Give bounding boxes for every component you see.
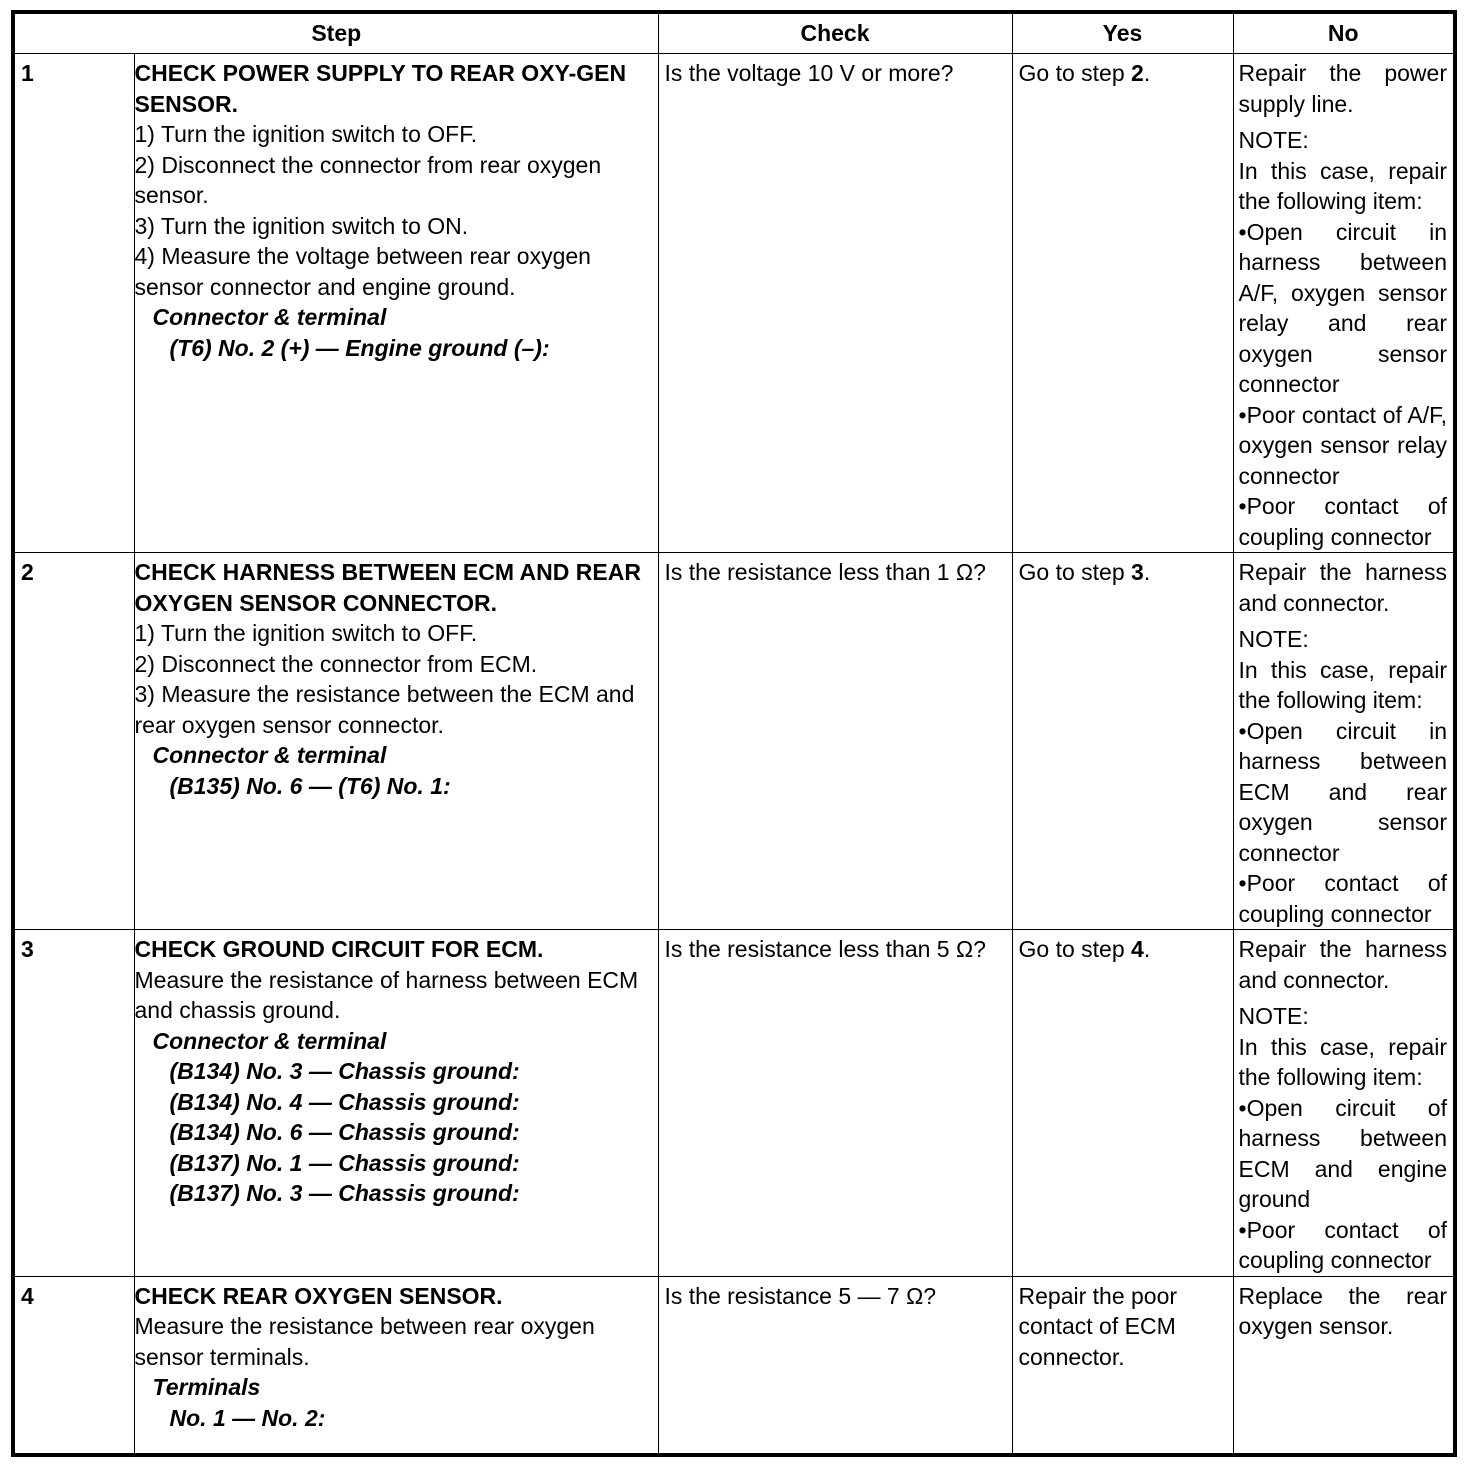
yes-action xyxy=(1012,930,1233,1277)
instruction-line: Measure the resistance between rear oxygen sensor terminals. xyxy=(134,1313,595,1370)
no-action xyxy=(1233,930,1455,1277)
note-intro: In this case, repair the following item: xyxy=(1238,157,1447,214)
diagnostic-table xyxy=(11,10,1457,1457)
connector-label: Connector & terminal xyxy=(152,742,387,768)
step-instructions xyxy=(134,930,658,1277)
no-main: Repair the harness and connector. xyxy=(1238,559,1447,616)
step-row-1 xyxy=(13,54,1455,553)
note-label: NOTE: xyxy=(1238,127,1309,153)
header-check: Check xyxy=(658,12,1012,54)
yes-action xyxy=(1012,1276,1233,1455)
check-question: Is the resistance less than 5 Ω? xyxy=(658,930,1012,1277)
terminal-spec: (B137) No. 3 — Chassis ground: xyxy=(169,1180,520,1206)
instruction-line: Measure the resistance of harness between ECM and chassis ground. xyxy=(134,966,639,1023)
step-instructions xyxy=(134,54,658,553)
yes-action xyxy=(1012,54,1233,553)
connector-label: Terminals xyxy=(152,1374,261,1400)
yes-text: Repair the poor contact of ECM connector. xyxy=(1018,1282,1178,1370)
instruction-line: 1) Turn the ignition switch to OFF. xyxy=(134,121,478,147)
step-title: CHECK GROUND CIRCUIT FOR ECM. xyxy=(134,936,544,962)
note-bullet: • Open circuit of harness between ECM and engine ground xyxy=(1239,1093,1448,1215)
connector-label: Connector & terminal xyxy=(152,1027,387,1054)
yes-text: Go to step xyxy=(1018,936,1132,962)
yes-suffix: . xyxy=(1143,559,1151,585)
note-bullet: • Poor contact of coupling connector xyxy=(1239,1215,1448,1276)
no-action xyxy=(1233,54,1455,553)
terminal-spec: (B134) No. 6 — Chassis ground: xyxy=(169,1119,520,1145)
check-question: Is the resistance less than 1 Ω? xyxy=(658,553,1012,930)
no-main: Repair the harness and connector. xyxy=(1238,936,1447,993)
note-intro: In this case, repair the following item: xyxy=(1238,656,1447,713)
instruction-line: 4) Measure the voltage between rear oxygen sensor connector and engine ground. xyxy=(134,243,591,300)
step-number: 1 xyxy=(13,54,134,553)
terminal-spec: (B135) No. 6 — (T6) No. 1: xyxy=(169,772,451,799)
check-question: Is the resistance 5 — 7 Ω? xyxy=(658,1276,1012,1455)
step-row-2 xyxy=(13,553,1455,930)
note-label: NOTE: xyxy=(1238,1003,1309,1029)
step-title: CHECK HARNESS BETWEEN ECM AND REAR OXYGEN SENSOR CONNECTOR. xyxy=(134,559,641,616)
header-step: Step xyxy=(13,12,658,54)
terminal-spec: (T6) No. 2 (+) — Engine ground (–): xyxy=(169,334,550,361)
header-no: No xyxy=(1233,12,1455,54)
yes-suffix: . xyxy=(1143,60,1151,86)
no-action xyxy=(1233,553,1455,930)
terminal-spec: No. 1 — No. 2: xyxy=(169,1404,326,1431)
yes-text: Go to step xyxy=(1018,559,1132,585)
no-action xyxy=(1233,1276,1455,1455)
yes-step-number: 2 xyxy=(1131,60,1144,86)
note-bullet: • Open circuit in harness between A/F, oxygen sensor relay and rear oxygen sensor connector xyxy=(1239,217,1448,400)
note-bullet: • Poor contact of coupling connector xyxy=(1239,868,1448,929)
instruction-line: 2) Disconnect the connector from rear oxygen sensor. xyxy=(134,151,602,208)
instruction-line: 3) Measure the resistance between the ECM and rear oxygen sensor connector. xyxy=(134,681,635,738)
note-intro: In this case, repair the following item: xyxy=(1238,1033,1447,1090)
step-instructions xyxy=(134,1276,658,1455)
header-yes: Yes xyxy=(1012,12,1233,54)
note-bullet: • Poor contact of coupling connector xyxy=(1239,491,1448,552)
step-row-3 xyxy=(13,930,1455,1277)
terminal-spec: (B134) No. 3 — Chassis ground: xyxy=(169,1058,520,1084)
step-number: 3 xyxy=(13,930,134,1277)
yes-action xyxy=(1012,553,1233,930)
instruction-line: 2) Disconnect the connector from ECM. xyxy=(134,650,538,677)
yes-step-number: 3 xyxy=(1131,559,1144,585)
header-row xyxy=(13,12,1455,54)
step-title: CHECK REAR OXYGEN SENSOR. xyxy=(134,1282,503,1309)
note-bullet: • Poor contact of A/F, oxygen sensor relay connector xyxy=(1239,400,1448,492)
step-number: 2 xyxy=(13,553,134,930)
terminal-spec: (B137) No. 1 — Chassis ground: xyxy=(169,1149,520,1176)
yes-text: Go to step xyxy=(1018,60,1132,86)
note-bullet: • Open circuit in harness between ECM and rear oxygen sensor connector xyxy=(1239,716,1448,869)
no-main: Repair the power supply line. xyxy=(1238,60,1447,117)
yes-suffix: . xyxy=(1143,936,1151,962)
step-number: 4 xyxy=(13,1276,134,1455)
step-instructions xyxy=(134,553,658,930)
step-title: CHECK POWER SUPPLY TO REAR OXY-GEN SENSOR. xyxy=(134,60,627,117)
note-label: NOTE: xyxy=(1238,626,1309,652)
instruction-line: 3) Turn the ignition switch to ON. xyxy=(134,212,469,239)
terminal-spec: (B134) No. 4 — Chassis ground: xyxy=(169,1088,520,1115)
step-row-4 xyxy=(13,1276,1455,1455)
instruction-line: 1) Turn the ignition switch to OFF. xyxy=(134,620,478,646)
check-question: Is the voltage 10 V or more? xyxy=(658,54,1012,553)
connector-label: Connector & terminal xyxy=(152,304,387,330)
yes-step-number: 4 xyxy=(1131,936,1144,962)
no-main: Replace the rear oxygen sensor. xyxy=(1238,1282,1447,1339)
